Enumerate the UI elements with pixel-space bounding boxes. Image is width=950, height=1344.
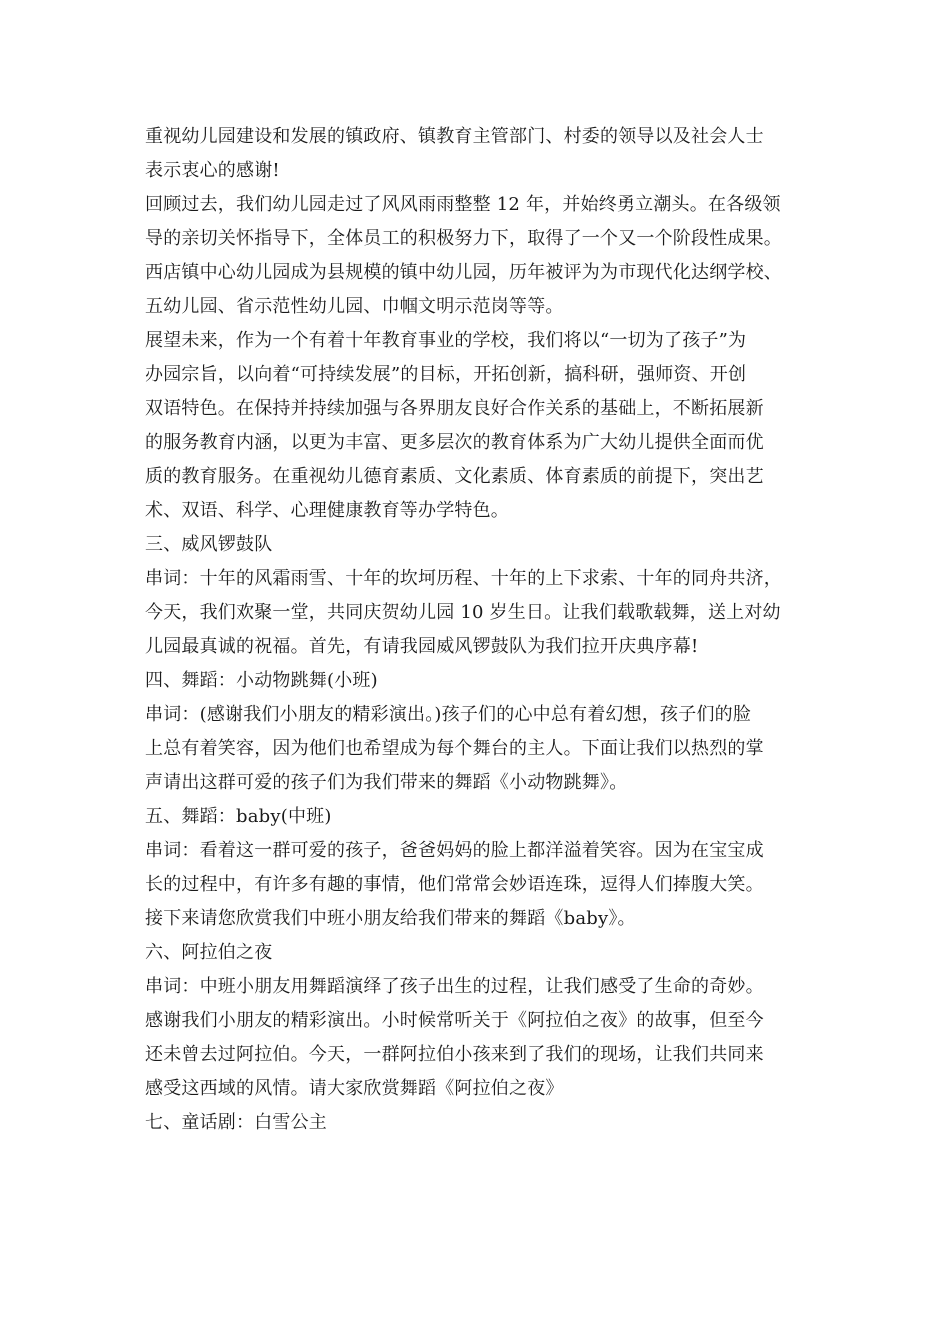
- section-heading: 三、威风锣鼓队: [145, 534, 273, 555]
- section-heading: 六、阿拉伯之夜: [145, 942, 273, 963]
- text-line: 还未曾去过阿拉伯。今天，一群阿拉伯小孩来到了我们的现场，让我们共同来: [145, 1044, 764, 1065]
- section-heading: 七、童话剧：白雪公主: [145, 1112, 327, 1133]
- text-line: 串词：十年的风霜雨雪、十年的坎坷历程、十年的上下求索、十年的同舟共济，: [145, 568, 782, 589]
- text-line: 重视幼儿园建设和发展的镇政府、镇教育主管部门、村委的领导以及社会人士: [145, 126, 764, 147]
- text-line: 今天，我们欢聚一堂，共同庆贺幼儿园 10 岁生日。让我们载歌载舞，送上对幼: [145, 602, 781, 623]
- section-heading: 五、舞蹈：baby(中班): [145, 806, 332, 827]
- text-line: 串词：(感谢我们小朋友的精彩演出。)孩子们的心中总有着幻想，孩子们的脸: [145, 704, 752, 725]
- text-line: 感谢我们小朋友的精彩演出。小时候常听关于《阿拉伯之夜》的故事，但至今: [145, 1010, 764, 1031]
- text-line: 术、双语、科学、心理健康教育等办学特色。: [145, 500, 509, 521]
- document-page: [145, 120, 825, 1140]
- text-line: 串词：看着这一群可爱的孩子，爸爸妈妈的脸上都洋溢着笑容。因为在宝宝成: [145, 840, 764, 861]
- text-line: 质的教育服务。在重视幼儿德育素质、文化素质、体育素质的前提下，突出艺: [145, 466, 764, 487]
- text-line: 感受这西域的风情。请大家欣赏舞蹈《阿拉伯之夜》: [145, 1078, 564, 1099]
- text-line: 表示衷心的感谢!: [145, 160, 280, 181]
- text-line: 串词：中班小朋友用舞蹈演绎了孩子出生的过程，让我们感受了生命的奇妙。: [145, 976, 764, 997]
- text-line: 导的亲切关怀指导下，全体员工的积极努力下，取得了一个又一个阶段性成果。: [145, 228, 782, 249]
- text-line: 声请出这群可爱的孩子们为我们带来的舞蹈《小动物跳舞》。: [145, 772, 628, 793]
- text-line: 五幼儿园、省示范性幼儿园、巾帼文明示范岗等等。: [145, 296, 564, 317]
- text-line: 西店镇中心幼儿园成为县规模的镇中幼儿园，历年被评为为市现代化达纲学校、: [145, 262, 782, 283]
- text-line: 展望未来，作为一个有着十年教育事业的学校，我们将以“一切为了孩子”为: [145, 330, 747, 351]
- text-line: 双语特色。在保持并持续加强与各界朋友良好合作关系的基础上，不断拓展新: [145, 398, 764, 419]
- text-line: 儿园最真诚的祝福。首先，有请我园威风锣鼓队为我们拉开庆典序幕!: [145, 636, 699, 657]
- text-line: 办园宗旨，以向着“可持续发展”的目标，开拓创新，搞科研，强师资、开创: [145, 364, 747, 385]
- text-line: 的服务教育内涵，以更为丰富、更多层次的教育体系为广大幼儿提供全面而优: [145, 432, 764, 453]
- section-heading: 四、舞蹈：小动物跳舞(小班): [145, 670, 378, 691]
- text-line: 长的过程中，有许多有趣的事情，他们常常会妙语连珠，逗得人们捧腹大笑。: [145, 874, 764, 895]
- text-line: 接下来请您欣赏我们中班小朋友给我们带来的舞蹈《baby》。: [145, 908, 636, 929]
- text-line: 上总有着笑容，因为他们也希望成为每个舞台的主人。下面让我们以热烈的掌: [145, 738, 764, 759]
- text-line: 回顾过去，我们幼儿园走过了风风雨雨整整 12 年，并始终勇立潮头。在各级领: [145, 194, 781, 215]
